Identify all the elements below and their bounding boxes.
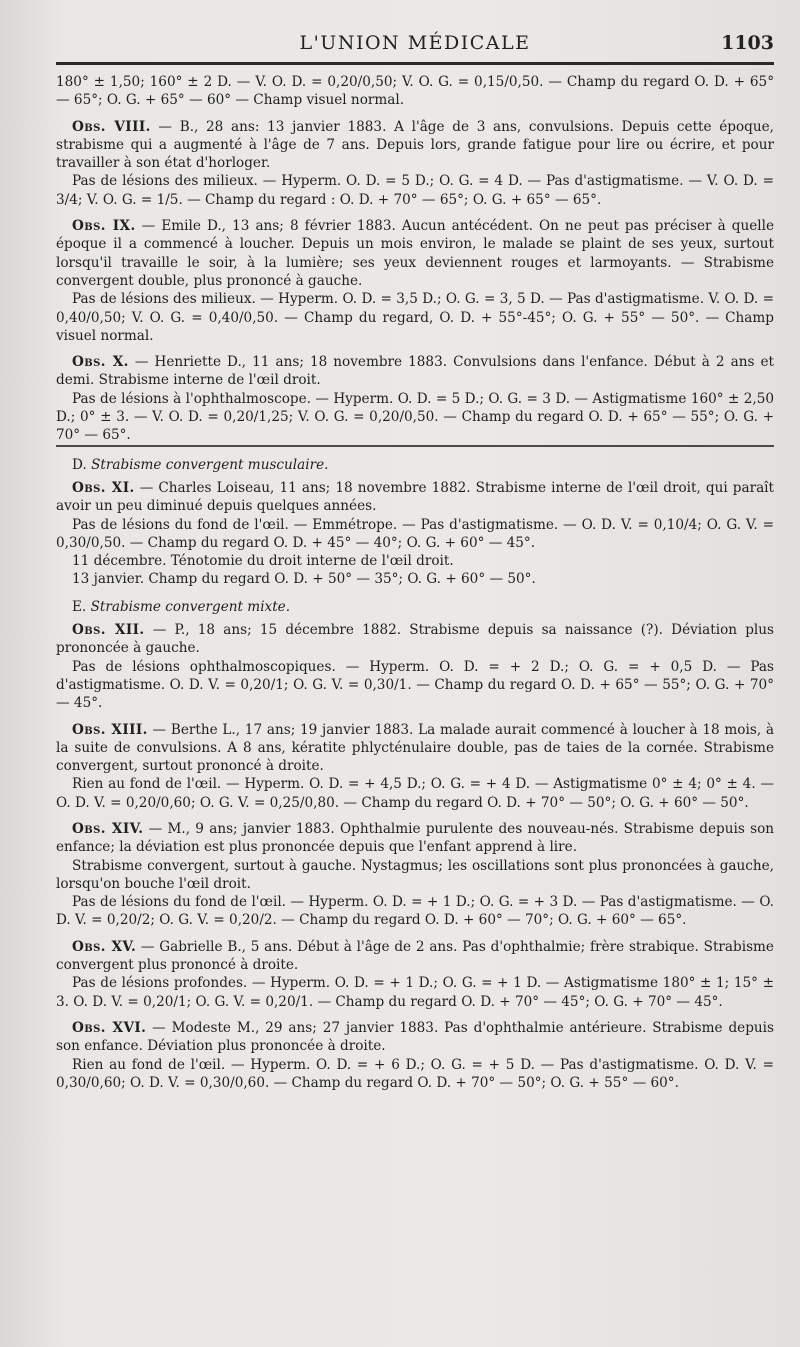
paragraph: [56, 893, 774, 930]
paragraph-text: — Henriette D., 11 ans; 18 novembre 1883. Convulsions dans l'enfance. Début à 2 ans et demi. Strabisme interne de l'œil droit.: [56, 354, 775, 389]
observation-label: Obs. VIII.: [72, 118, 151, 135]
observation-paragraph: [56, 479, 774, 516]
paragraph-text: — M., 9 ans; janvier 1883. Ophthalmie purulente des nouveau-nés. Strabisme depuis son enfance; la déviation est plus prononcée depuis que l'enfant apprend à lire.: [56, 820, 775, 856]
body-text: [56, 456, 774, 1093]
observation-label: Obs. XIV.: [72, 820, 144, 837]
paragraph-text: Pas de lésions ophthalmoscopiques. — Hyperm. O. D. = + 2 D.; O. G. = + 0,5 D. — Pas d'astigmatisme. O. D. V. = 0,20/1; O. G. V. = 0,30/1. — Champ du regard O. D. + 65° — 55°; O. G. + 70° — 45°.: [56, 658, 774, 712]
observation-label: Obs. IX.: [72, 218, 136, 235]
section-prefix: D.: [72, 456, 87, 473]
paragraph-text: Strabisme convergent, surtout à gauche. Nystagmus; les oscillations sont plus prononcées à gauche, lorsqu'on bouche l'œil droit.: [56, 857, 774, 892]
paragraph: [56, 172, 774, 209]
page-number: 1103: [721, 32, 774, 54]
paragraph-text: Pas de lésions des milieux. — Hyperm. O. D. = 5 D.; O. G. = 4 D. — Pas d'astigmatisme. — V. O. D. = 3/4; V. O. G. = 1/5. — Champ du regard : O. D. + 70° — 65°; O. G. + 65° — 65°.: [56, 173, 774, 208]
paragraph: [56, 974, 774, 1011]
paragraph-text: Pas de lésions à l'ophthalmoscope. — Hyperm. O. D. = 5 D.; O. G. = 3 D. — Astigmatisme 160° ± 2,50 D.; 0° ± 3. — V. O. D. = 0,20/1,25; V. O. G. = 0,20/0,50. — Champ du regard O. D. + 65° — 55°; O. G. + 70° — 65°.: [56, 390, 774, 444]
paragraph: [56, 658, 774, 713]
observation-label: Obs. XVI.: [72, 1019, 147, 1036]
observation-paragraph: [56, 938, 774, 975]
journal-title: L'UNION MÉDICALE: [299, 32, 531, 54]
section-title: Strabisme convergent mixte.: [90, 598, 291, 615]
paragraph-text: 11 décembre. Ténotomie du droit interne de l'œil droit.: [72, 553, 454, 570]
header-rule: [56, 62, 774, 65]
paragraph: [56, 516, 774, 553]
observation-paragraph: [56, 353, 774, 390]
paragraph-text: Pas de lésions du fond de l'œil. — Emmétrope. — Pas d'astigmatisme. — O. D. V. = 0,10/4; O. G. V. = 0,30/0,50. — Champ du regard O. D. + 45° — 40°; O. G. + 60° — 45°.: [56, 516, 774, 551]
paragraph-text: Rien au fond de l'œil. — Hyperm. O. D. = + 6 D.; O. G. = + 5 D. — Pas d'astigmatisme. O. D. V. = 0,30/0,60; O. D. V. = 0,30/0,60. — Champ du regard O. D. + 70° — 50°; O. G. + 55° — 60°.: [56, 1056, 774, 1091]
observation-label: Obs. X.: [72, 354, 129, 371]
paragraph-text: Rien au fond de l'œil. — Hyperm. O. D. = + 4,5 D.; O. G. = + 4 D. — Astigmatisme 0° ± 4; 0° ± 4. — O. D. V. = 0,20/0,60; O. G. V. = 0,25/0,80. — Champ du regard O. D. + 70° — 50°; O. G. + 60° — 50°.: [56, 776, 774, 811]
observation-paragraph: [56, 621, 774, 658]
paragraph-text: Pas de lésions des milieux. — Hyperm. O. D. = 3,5 D.; O. G. = 3, 5 D. — Pas d'astigmatisme. V. O. D. = 0,40/0,50; V. O. G. = 0,40/0,50. — Champ du regard, O. D. + 55°-45°; O. G. + 55° — 50°. — Champ visuel normal.: [56, 291, 774, 344]
paragraph: [56, 552, 774, 570]
paragraph-text: — Charles Loiseau, 11 ans; 18 novembre 1882. Strabisme interne de l'œil droit, qui paraît avoir un peu diminué depuis quelques années.: [56, 479, 774, 515]
observation-label: Obs. XII.: [72, 622, 145, 639]
body-text: [56, 73, 774, 445]
paragraph-text: 180° ± 1,50; 160° ± 2 D. — V. O. D. = 0,20/0,50; V. O. G. = 0,15/0,50. — Champ du regard O. D. + 65° — 65°; O. G. + 65° — 60° — Champ visuel normal.: [56, 74, 774, 109]
paragraph-text: — Gabrielle B., 5 ans. Début à l'âge de 2 ans. Pas d'ophthalmie; frère strabique. Strabisme convergent plus prononcé à droite.: [56, 938, 774, 974]
paragraph-text: Pas de lésions du fond de l'œil. — Hyperm. O. D. = + 1 D.; O. G. = + 3 D. — Pas d'astigmatisme. — O. D. V. = 0,20/2; O. G. V. = 0,20/2. — Champ du regard O. D. + 60° — 70°; O. G. + 60° — 65°.: [56, 894, 774, 929]
section-heading: [56, 598, 774, 616]
paragraph: [56, 570, 774, 588]
observation-paragraph: [56, 217, 774, 290]
paragraph: [56, 290, 774, 345]
paragraph-text: 13 janvier. Champ du regard O. D. + 50° — 35°; O. G. + 60° — 50°.: [72, 571, 536, 588]
paragraph: [56, 73, 774, 110]
paragraph-text: — Berthe L., 17 ans; 19 janvier 1883. La malade aurait commencé à loucher à 18 mois, à la suite de convulsions. A 8 ans, kératite phlycténulaire double, pas de taies de la cornée. Strabisme convergent, surtout prononcé à droite.: [56, 721, 774, 775]
paragraph: [56, 1056, 774, 1093]
observation-paragraph: [56, 118, 774, 173]
section-title: Strabisme convergent musculaire.: [91, 456, 329, 473]
section-rule: [56, 445, 774, 447]
observation-paragraph: [56, 721, 774, 776]
paragraph-text: — P., 18 ans; 15 décembre 1882. Strabisme depuis sa naissance (?). Déviation plus prononcée à gauche.: [56, 622, 774, 657]
paragraph-text: — Emile D., 13 ans; 8 février 1883. Aucun antécédent. On ne peut pas préciser à quelle époque il a commencé à loucher. Depuis un mois environ, le malade se plaint de ses yeux, surtout lorsqu'il travaille le soir, à la lumière; ses yeux deviennent rouges et larmoyants. — Strabisme convergent double, plus prononcé à gauche.: [56, 218, 774, 289]
observation-label: Obs. XI.: [72, 479, 135, 496]
paragraph-text: Pas de lésions profondes. — Hyperm. O. D. = + 1 D.; O. G. = + 1 D. — Astigmatisme 180° ± 1; 15° ± 3. O. D. V. = 0,20/1; O. G. V. = 0,20/1. — Champ du regard O. D. + 70° — 45°; O. G. + 70° — 45°.: [56, 975, 774, 1010]
observation-paragraph: [56, 820, 774, 857]
paragraph: [56, 857, 774, 894]
page-header: [56, 30, 774, 58]
observation-paragraph: [56, 1019, 774, 1056]
paragraph-text: — Modeste M., 29 ans; 27 janvier 1883. Pas d'ophthalmie antérieure. Strabisme depuis son enfance. Déviation plus prononcée à droite.: [56, 1019, 774, 1055]
paragraph: [56, 390, 774, 445]
observation-label: Obs. XIII.: [72, 721, 148, 738]
paragraph: [56, 775, 774, 812]
paragraph-text: — B., 28 ans: 13 janvier 1883. A l'âge de 3 ans, convulsions. Depuis cette époque, strabisme qui a augmenté à l'âge de 7 ans. Depuis lors, grande fatigue pour lire ou écrire, et pour travailler à son état d'horloger.: [56, 118, 774, 172]
observation-label: Obs. XV.: [72, 938, 137, 955]
section-heading: [56, 456, 774, 474]
section-prefix: E.: [72, 598, 87, 615]
